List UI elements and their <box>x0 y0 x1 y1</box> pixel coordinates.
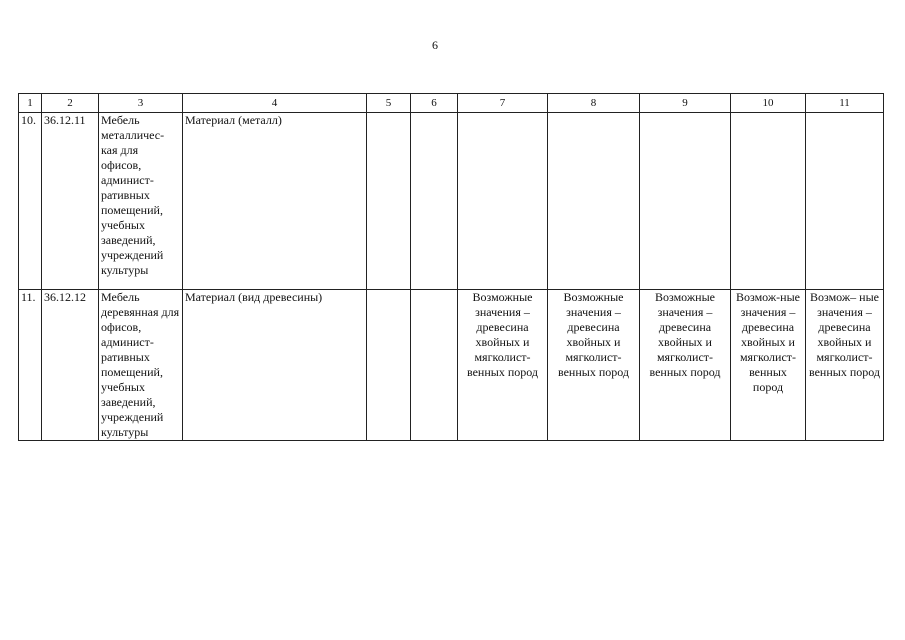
column-header: 2 <box>42 94 99 113</box>
cell-col8: Возможные значения – древесина хвойных и мягколист-венных пород <box>548 290 640 441</box>
specification-table <box>18 93 884 441</box>
cell-col5 <box>367 113 411 290</box>
table-row <box>19 113 884 290</box>
cell-col6 <box>411 290 458 441</box>
column-header: 10 <box>731 94 806 113</box>
cell-col9: Возможные значения – древесина хвойных и мягколист-венных пород <box>640 290 731 441</box>
column-header: 9 <box>640 94 731 113</box>
column-header: 6 <box>411 94 458 113</box>
row-number: 11. <box>19 290 42 441</box>
cell-col10: Возмож-ные значения – древесина хвойных и мягколист-венных пород <box>731 290 806 441</box>
cell-col11 <box>806 113 884 290</box>
cell-col7: Возможные значения – древесина хвойных и мягколист-венных пород <box>458 290 548 441</box>
table-row <box>19 290 884 441</box>
cell-col11: Возмож– ные значения – древесина хвойных и мягколист-венных пород <box>806 290 884 441</box>
cell-col9 <box>640 113 731 290</box>
column-header: 7 <box>458 94 548 113</box>
characteristic: Материал (вид древесины) <box>183 290 367 441</box>
characteristic: Материал (металл) <box>183 113 367 290</box>
column-header: 8 <box>548 94 640 113</box>
column-header: 1 <box>19 94 42 113</box>
cell-col7 <box>458 113 548 290</box>
column-header: 3 <box>99 94 183 113</box>
page-number: 6 <box>432 38 438 52</box>
product-code: 36.12.11 <box>42 113 99 290</box>
cell-col8 <box>548 113 640 290</box>
product-name: Мебель деревянная для офисов, админист-ративных помещений, учебных заведений, учреждений культуры <box>99 290 183 441</box>
column-header: 5 <box>367 94 411 113</box>
product-code: 36.12.12 <box>42 290 99 441</box>
cell-col5 <box>367 290 411 441</box>
cell-col6 <box>411 113 458 290</box>
cell-col10 <box>731 113 806 290</box>
product-name: Мебель металличес-кая для офисов, админист-ративных помещений, учебных заведений, учреждений культуры <box>99 113 183 290</box>
row-number: 10. <box>19 113 42 290</box>
column-header: 4 <box>183 94 367 113</box>
column-header: 11 <box>806 94 884 113</box>
header-row <box>19 94 884 113</box>
